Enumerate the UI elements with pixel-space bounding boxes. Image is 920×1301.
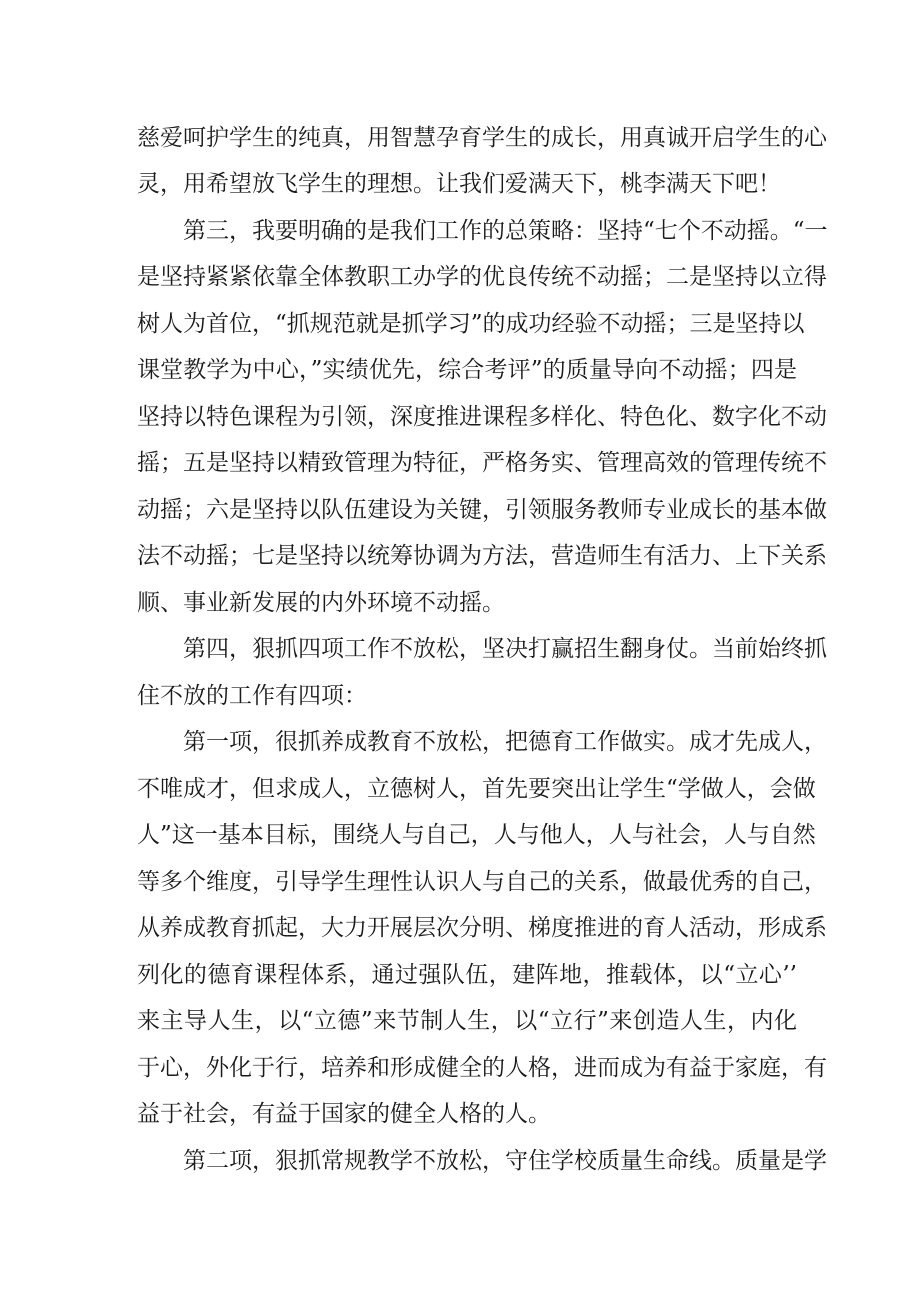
text-line: 从养成教育抓起，大力开展层次分明、梯度推进的育人活动，形成系 [137,915,827,941]
text-line: 法不动摇；七是坚持以统筹协调为方法，营造师生有活力、上下关系 [137,543,827,569]
text-line: 顺、事业新发展的内外环境不动摇。 [137,590,505,616]
text-line: 于心，外化于行，培养和形成健全的人格，进而成为有益于家庭，有 [137,1055,827,1081]
text-line: 住不放的工作有四项： [137,683,367,709]
paragraph-start-line: 第一项，很抓养成教育不放松，把德育工作做实。成才先成人， [183,729,827,755]
text-line: 树人为首位，“抓规范就是抓学习”的成功经验不动摇；三是坚持以 [137,311,805,337]
text-line: 课堂教学为中心，”实绩优先，综合考评”的质量导向不动摇；四是 [137,357,797,383]
text-line: 来主导人生，以“立德”来节制人生，以“立行”来创造人生，内化 [137,1008,797,1034]
text-line: 慈爱呵护学生的纯真，用智慧孕育学生的成长，用真诚开启学生的心 [137,125,827,151]
text-line: 益于社会，有益于国家的健全人格的人。 [137,1101,551,1127]
text-line: 坚持以特色课程为引领，深度推进课程多样化、特色化、数字化不动 [137,404,827,430]
text-line: 动摇；六是坚持以队伍建设为关键，引领服务教师专业成长的基本做 [137,497,827,523]
paragraph-start-line: 第四，狠抓四项工作不放松，坚决打赢招生翻身仗。当前始终抓 [183,636,827,662]
text-line: 人”这一基本目标，围绕人与自己，人与他人，人与社会，人与自然 [137,822,816,848]
text-line: 是坚持紧紧依靠全体教职工办学的优良传统不动摇；二是坚持以立得 [137,264,827,290]
paragraph-start-line: 第二项，狠抓常规教学不放松，守住学校质量生命线。质量是学 [183,1148,827,1174]
text-line: 摇；五是坚持以精致管理为特征，严格务实、管理高效的管理传统不 [137,450,827,476]
text-line: 灵，用希望放飞学生的理想。让我们爱满天下，桃李满天下吧！ [137,171,781,197]
paragraph-start-line: 第三，我要明确的是我们工作的总策略：坚持“七个不动摇。“一 [183,218,828,244]
text-line: 等多个维度，引导学生理性认识人与自己的关系，做最优秀的自己， [137,869,827,895]
text-line: 不唯成才，但求成人，立德树人，首先要突出让学生“学做人，会做 [137,776,816,802]
text-line: 列化的德育课程体系，通过强队伍，建阵地，推载体，以“立心’’ [137,962,797,988]
